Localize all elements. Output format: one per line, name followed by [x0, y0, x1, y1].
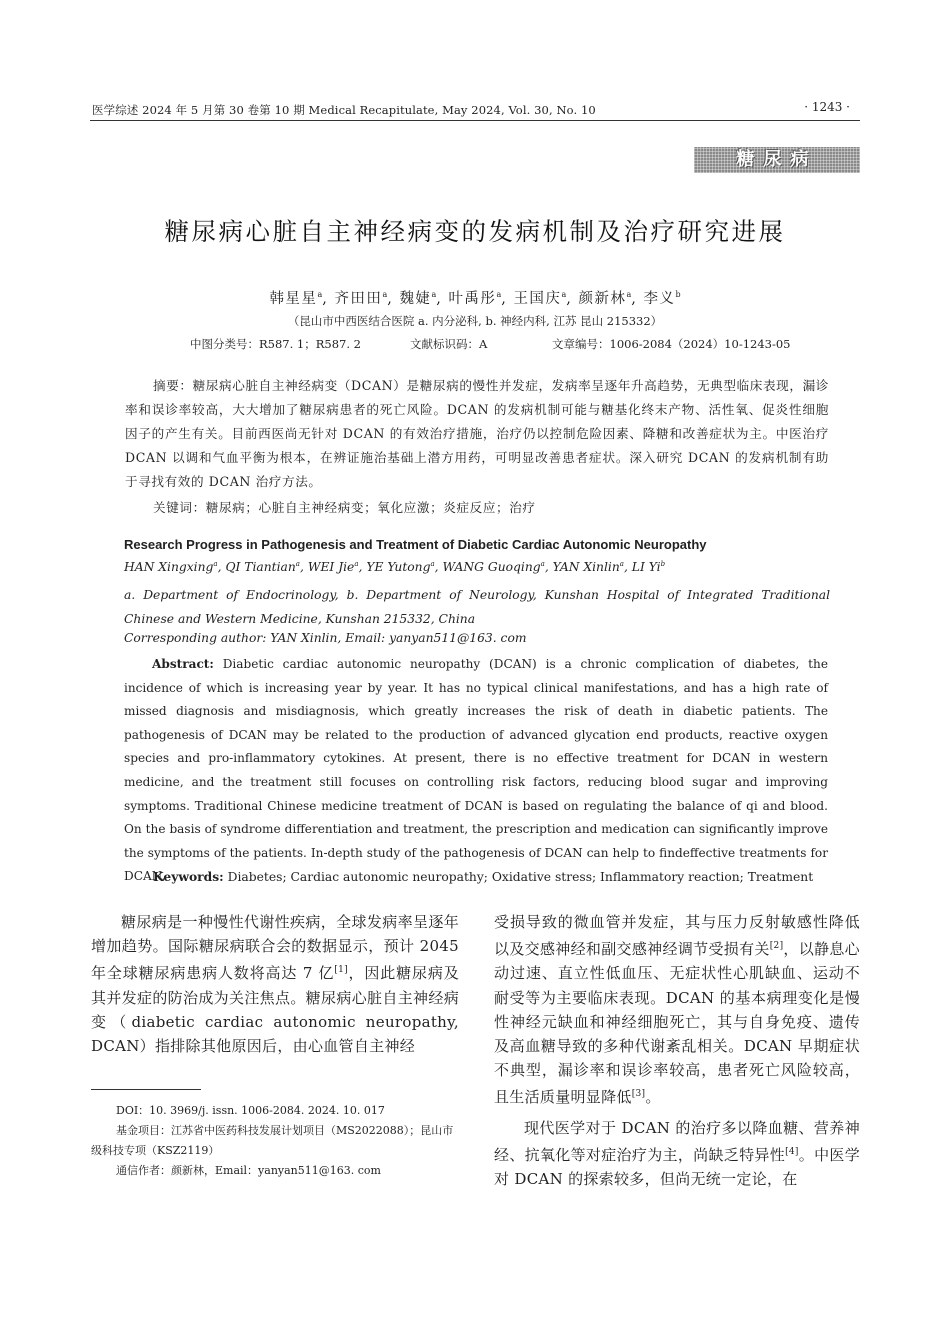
affiliation-zh: （昆山市中西医结合医院 a. 内分泌科, b. 神经内科, 江苏 昆山 215332）	[287, 314, 663, 328]
page-number: · 1243 ·	[804, 100, 850, 114]
corresponding-author-en: Corresponding author: YAN Xinlin, Email: yanyan511@163. com	[124, 631, 527, 645]
body-column-left	[91, 910, 459, 1058]
footnote-divider	[91, 1089, 201, 1090]
citation: [1]	[334, 965, 348, 976]
fund-info: 基金项目：江苏省中医药科技发展计划项目（MS2022088）；昆山市级科技专项（KSZ2119）	[91, 1124, 454, 1157]
article-number: 文章编号：1006-2084（2024）10-1243-05	[552, 337, 791, 351]
citation: [3]	[631, 1089, 646, 1100]
keywords-en-text: Diabetes; Cardiac autonomic neuropathy; Oxidative stress; Inflammatory reaction; Treatment	[227, 870, 814, 884]
keywords-en-label: Keywords:	[153, 869, 224, 884]
section-tag: 糖尿病	[694, 147, 860, 173]
body-column-right	[494, 910, 860, 1191]
keywords-en	[153, 869, 813, 884]
keywords-zh-text: 糖尿病；心脏自主神经病变；氧化应激；炎症反应；治疗	[205, 500, 536, 515]
author: 李义	[643, 291, 676, 307]
abstract-en-text: Diabetic cardiac autonomic neuropathy (DCAN) is a chronic complication of diabetes, the incidence of which is increasing year by year. It has no typical clinical manifestations, and has a high rate of missed diagnosis and misdiagnosis, which greatly increases the risk of death in diabetic patients. The pathogenesis of DCAN may be related to the production of advanced glycation end products, reactive oxygen species and pro-inflammatory cytokines. At present, there is no effective treatment for DCAN in western medicine, and the treatment still focuses on controlling risk factors, reducing blood sugar and improving symptoms. Traditional Chinese medicine treatment of DCAN is based on regulating the balance of qi and blood. On the basis of syndrome differentiation and treatment, the prescription and medication can significantly improve the symptoms of the patients. In-depth study of the pathogenesis of DCAN can help to findeffective treatments for DCAN.	[124, 657, 828, 884]
abstract-en	[124, 653, 828, 889]
abstract-zh-label: 摘要：	[153, 378, 193, 393]
document-code: 文献标识码：A	[410, 337, 488, 351]
authors-zh: 韩星星$^a$, 齐田田$^a$, 魏婕$^a$, 叶禹彤$^a$, 王国庆$^a$, 颜新林$^a$, 李义$^b$	[269, 290, 681, 307]
abstract-en-label: Abstract:	[152, 657, 214, 671]
paragraph: 糖尿病是一种慢性代谢性疾病，全球发病率呈逐年增加趋势。国际糖尿病联合会的数据显示，预计 2045 年全球糖尿病患病人数将高达 7 亿[1]，因此糖尿病及其并发症的防治成为关注焦点。糖尿病心脏自主神经病变（diabetic cardiac autonomic neuropathy, DCAN）指排除其他原因后，由心血管自主神经	[91, 913, 459, 1056]
abstract-zh	[125, 374, 829, 494]
citation: [4]	[785, 1146, 799, 1157]
abstract-zh-text: 糖尿病心脏自主神经病变（DCAN）是糖尿病的慢性并发症，发病率呈逐年升高趋势，无典型临床表现，漏诊率和误诊率较高，大大增加了糖尿病患者的死亡风险。DCAN 的发病机制可能与糖基化终末产物、活性氧、促炎性细胞因子的产生有关。目前西医尚无针对 DCAN 的有效治疗措施，治疗仍以控制危险因素、降糖和改善症状为主。中医治疗 DCAN 以调和气血平衡为根本，在辨证施治基础上潜方用药，可明显改善患者症状。深入研究 DCAN 的发病机制有助于寻找有效的 DCAN 治疗方法。	[125, 378, 829, 489]
journal-header: 医学综述 2024 年 5 月第 30 卷第 10 期 Medical Recapitulate, May 2024, Vol. 30, No. 10	[92, 103, 596, 117]
paragraph: 受损导致的微血管并发症，其与压力反射敏感性降低以及交感神经和副交感神经调节受损有关[2]，以静息心动过速、直立性低血压、无症状性心肌缺血、运动不耐受等为主要临床表现。DCAN 的基本病理变化是慢性神经元缺血和神经细胞死亡，其与自身免疫、遗传及高血糖导致的多种代谢紊乱相关。DCAN 早期症状不典型，漏诊率和误诊率较高，患者死亡风险较高，且生活质量明显降低[3]。	[494, 913, 860, 1107]
authors-en: HAN Xingxing$^a$, QI Tiantian$^a$, WEI Jie$^a$, YE Yutong$^a$, WANG Guoqing$^a$, YAN Xinlin$^a$, LI Yi$^b$	[124, 560, 666, 575]
author: 颜新林	[578, 291, 627, 307]
article-title: 糖尿病心脏自主神经病变的发病机制及治疗研究进展	[164, 217, 786, 246]
keywords-zh	[153, 497, 536, 516]
corresponding-author-zh: 通信作者：颜新林，Email：yanyan511@163. com	[116, 1164, 381, 1177]
citation: [2]	[769, 941, 784, 952]
author: 韩星星	[269, 291, 318, 307]
english-title: Research Progress in Pathogenesis and Treatment of Diabetic Cardiac Autonomic Neuropathy	[124, 537, 707, 552]
keywords-zh-label: 关键词：	[153, 500, 206, 515]
author: 叶禹彤	[448, 291, 497, 307]
author: 魏婕	[399, 291, 432, 307]
paragraph: 现代医学对于 DCAN 的治疗多以降血糖、营养神经、抗氧化等对症治疗为主，尚缺乏特异性[4]。中医学对 DCAN 的探索较多，但尚无统一定论，在	[494, 1118, 861, 1189]
header-divider	[90, 120, 860, 121]
author: 齐田田	[334, 291, 383, 307]
affiliation-en: a. Department of Endocrinology, b. Department of Neurology, Kunshan Hospital of Integrated Traditional Chinese and Western Medicine, Kunshan 215332, China	[124, 588, 830, 626]
doi: DOI：10. 3969/j. issn. 1006-2084. 2024. 10. 017	[116, 1104, 385, 1117]
footnotes	[91, 1101, 459, 1181]
clc-number: 中图分类号：R587. 1；R587. 2	[190, 337, 361, 351]
author: 王国庆	[513, 291, 562, 307]
